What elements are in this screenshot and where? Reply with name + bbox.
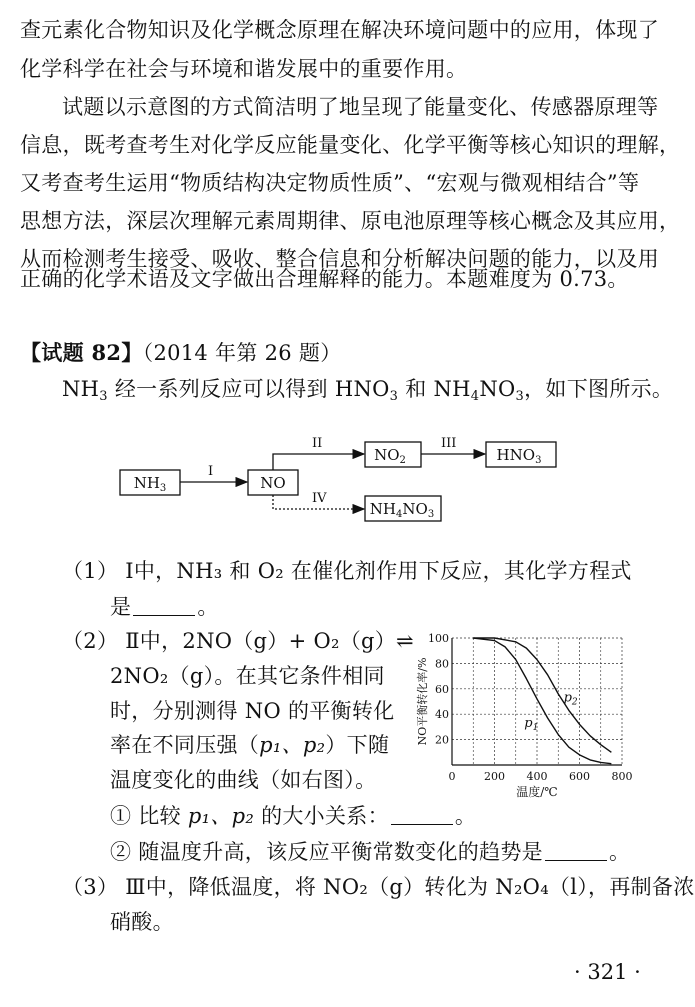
series-line-p1 [473,638,611,764]
x-tick-200: 200 [484,770,505,783]
part1-line1: （1） Ⅰ中，NH₃ 和 O₂ 在催化剂作用下反应，其化学方程式 [62,559,632,583]
answer-blank-3[interactable] [545,842,607,861]
label-nh3: $NH_3$ [133,474,167,494]
arrow-ii [273,454,364,470]
y-tick-20: 20 [435,733,449,747]
question-intro: $NH_3$ 经一系列反应可以得到 $HNO_3$ 和 $NH_4NO_3$，如下图所示。 [62,377,674,404]
part1-line2: 是 。 [110,595,219,619]
y-axis-label: NO平衡转化率/% [416,657,429,746]
x-tick-0: 0 [448,770,456,783]
step-i-label: I [208,464,214,479]
answer-blank-2[interactable] [391,806,453,825]
series-label-p1: $p_1$ [524,715,539,733]
label-nh4no3: $NH_4NO_3$ [369,500,435,520]
series-line-p2 [473,638,611,752]
para2-line3: 又考查考生运用“物质结构决定物质性质”、“宏观与微观相结合”等 [20,171,640,195]
part2-line3: 时，分别测得 NO 的平衡转化 [110,699,395,723]
question-label: 【试题 82】 [20,340,143,365]
answer-blank-1[interactable] [133,597,195,616]
y-tick-40: 40 [435,708,449,722]
part2-line4: 率在不同压强（p₁、p₂）下随 [110,733,390,757]
label-no: NO [260,474,286,492]
para2-line1: 试题以示意图的方式简洁明了地呈现了能量变化、传感器原理等 [62,95,659,119]
reaction-flow-diagram [0,425,676,535]
series-label-p2: $p_2$ [563,690,578,708]
part2-line5: 温度变化的曲线（如右图）。 [110,768,377,792]
conversion-chart [410,628,633,803]
para2-line5: 从而检测考生接受、吸收、整合信息和分析解决问题的能力，以及用 [20,247,659,271]
part2-line2: 2NO₂（g）。在其它条件相同 [110,664,385,688]
x-tick-400: 400 [526,770,548,783]
part3-line2: 硝酸。 [110,910,174,934]
para2-line4: 思想方法，深层次理解元素周期律、原电池原理等核心概念及其应用， [20,209,681,233]
para1-line2: 化学科学在社会与环境和谐发展中的重要作用。 [20,57,468,81]
y-tick-80: 80 [435,657,449,671]
para2-line2: 信息，既考查考生对化学反应能量变化、化学平衡等核心知识的理解， [20,133,681,157]
x-axis-label: 温度/℃ [516,785,558,799]
x-tick-600: 600 [569,770,590,783]
label-no2: $NO_2$ [374,446,406,466]
para2-line6: 正确的化学术语及文字做出合理解释的能力。本题难度为 0.73。 [20,267,629,291]
question-header [20,338,342,368]
step-iii-label: III [441,436,457,451]
part3-line1: （3） Ⅲ中，降低温度，将 NO₂（g）转化为 N₂O₄（l），再制备浓 [62,875,695,899]
part2-q1: ① 比较 p₁、p₂ 的大小关系： 。 [110,804,477,828]
para1-line1: 查元素化合物知识及化学概念原理在解决环境问题中的应用，体现了 [20,18,659,42]
part2-line1: （2） Ⅱ中，2NO（g）+ O₂（g）⇌ [62,629,414,653]
y-tick-100: 100 [428,632,449,645]
page-number: · 321 · [574,960,641,984]
y-tick-60: 60 [435,682,449,696]
label-hno3: $HNO_3$ [496,446,542,466]
x-tick-800: 800 [611,770,633,783]
question-source: （2014 年第 26 题） [142,341,342,365]
step-ii-label: II [312,436,323,451]
part2-q2: ② 随温度升高，该反应平衡常数变化的趋势是 。 [110,840,631,864]
step-iv-label: IV [312,491,327,506]
